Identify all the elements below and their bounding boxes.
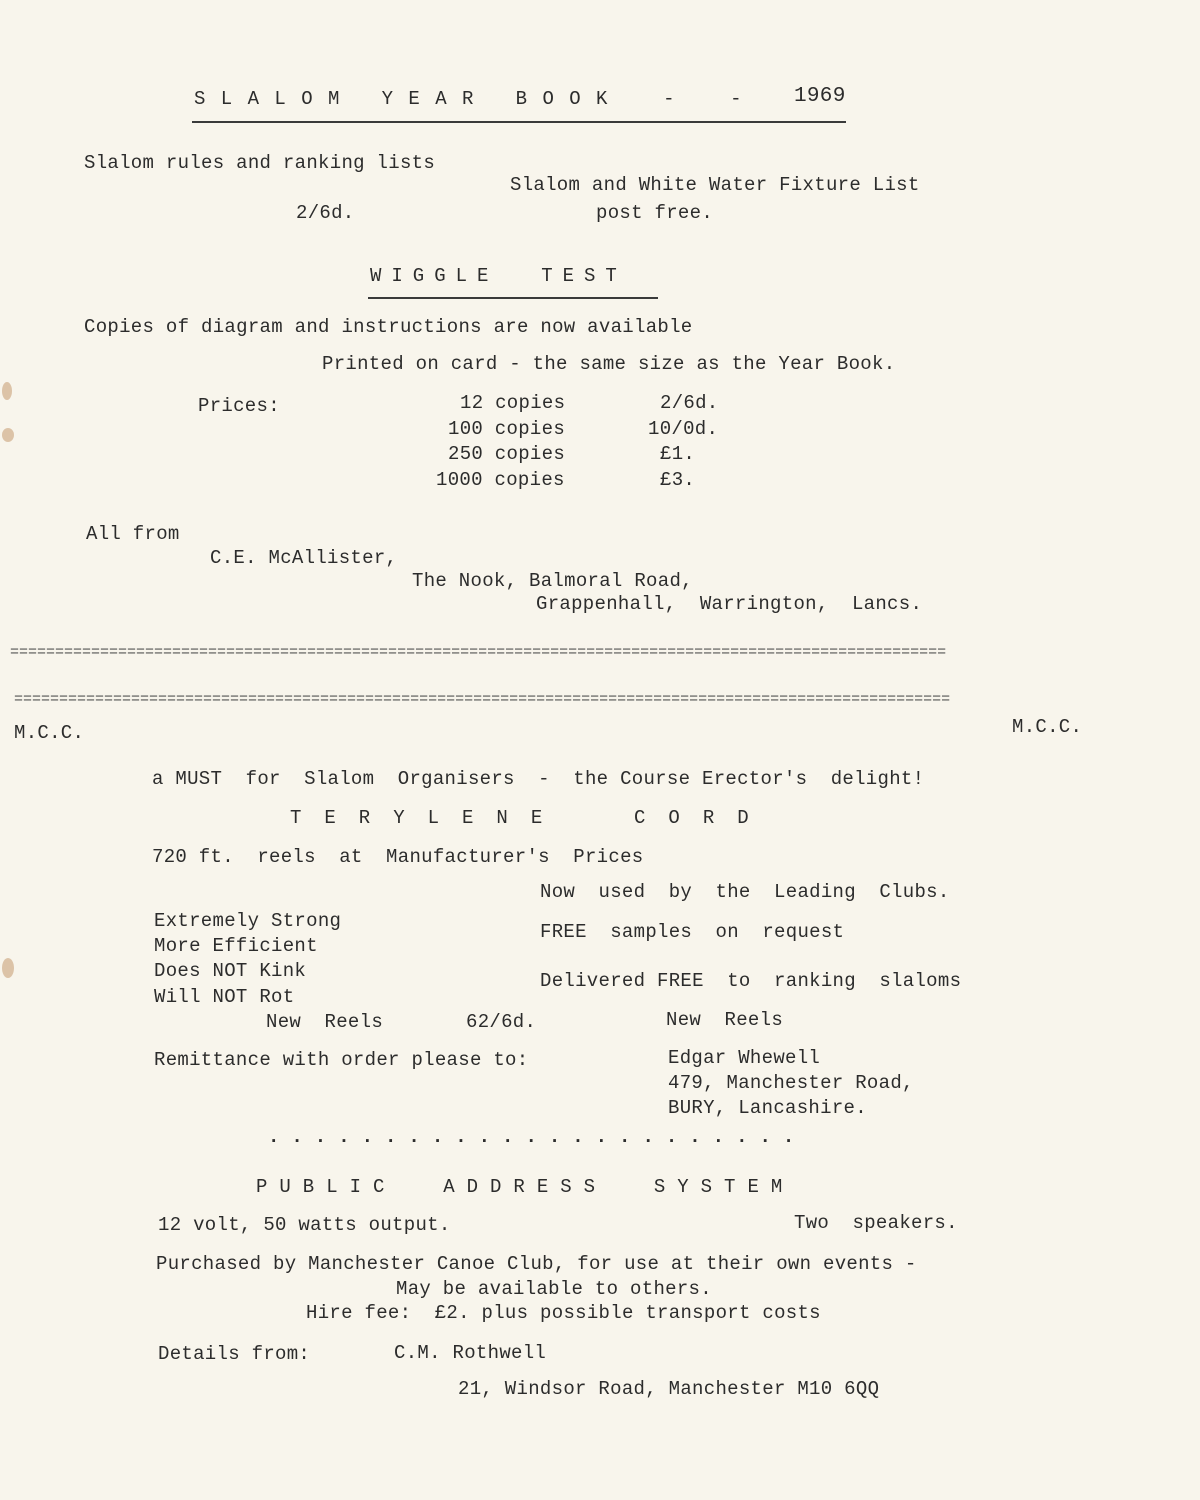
pa-details-label: Details from:	[158, 1343, 311, 1365]
paper-stain	[2, 382, 12, 400]
mcc-left: M.C.C.	[14, 722, 85, 744]
new-reels-right: New Reels	[666, 1009, 784, 1031]
price-qty: 250 copies	[448, 443, 566, 465]
paper-stain	[2, 958, 14, 978]
must-line: a MUST for Slalom Organisers - the Course Erector's delight!	[152, 768, 925, 790]
feature-item: More Efficient	[154, 935, 318, 957]
price-value: 10/0d.	[648, 418, 719, 440]
pa-purchased-line: Purchased by Manchester Canoe Club, for use at their own events -	[156, 1253, 917, 1275]
pa-heading: PUBLIC ADDRESS SYSTEM	[256, 1176, 795, 1198]
used-line: Now used by the Leading Clubs.	[540, 881, 950, 903]
reels-line: 720 ft. reels at Manufacturer's Prices	[152, 846, 644, 868]
divider-line: ========================================================================================================	[14, 695, 951, 705]
wiggle-heading: WIGGLE TEST	[370, 265, 627, 287]
contact-address-1: The Nook, Balmoral Road,	[412, 570, 693, 592]
remit-contact: BURY, Lancashire.	[668, 1097, 867, 1119]
cord-heading: TERYLENE CORD	[290, 807, 772, 829]
pa-available-line: May be available to others.	[396, 1278, 712, 1300]
paper-stain	[2, 428, 14, 442]
price-qty: 100 copies	[448, 418, 566, 440]
yearbook-title: S L A L O M Y E A R B O O K - -	[194, 88, 744, 110]
yearbook-year: 1969	[794, 85, 846, 108]
remit-contact: Edgar Whewell	[668, 1047, 821, 1069]
wiggle-underline	[368, 297, 658, 299]
title-underline	[192, 121, 846, 123]
pa-hire-line: Hire fee: £2. plus possible transport costs	[306, 1302, 821, 1324]
remit-line: Remittance with order please to:	[154, 1049, 529, 1071]
pa-details-address: 21, Windsor Road, Manchester M10 6QQ	[458, 1378, 880, 1400]
delivered-line: Delivered FREE to ranking slaloms	[540, 970, 962, 992]
all-from-label: All from	[86, 523, 180, 545]
pa-spec-right: Two speakers.	[794, 1212, 958, 1234]
price-qty: 12 copies	[460, 392, 566, 414]
rules-line: Slalom rules and ranking lists	[84, 152, 436, 174]
price-qty: 1000 copies	[436, 469, 565, 491]
dots-separator: . . . . . . . . . . . . . . . . . . . . . . .	[268, 1126, 795, 1148]
price-value: £3.	[660, 469, 696, 491]
new-reels-label: New Reels	[266, 1011, 384, 1033]
contact-address-2: Grappenhall, Warrington, Lancs.	[536, 593, 923, 615]
feature-item: Does NOT Kink	[154, 960, 307, 982]
printed-line: Printed on card - the same size as the Year Book.	[322, 353, 896, 375]
fixture-line: Slalom and White Water Fixture List	[510, 174, 920, 196]
copies-line: Copies of diagram and instructions are now available	[84, 316, 693, 338]
divider-line: ========================================================================================================	[10, 648, 947, 658]
remit-contact: 479, Manchester Road,	[668, 1072, 914, 1094]
pa-spec-left: 12 volt, 50 watts output.	[158, 1214, 451, 1236]
contact-name: C.E. McAllister,	[210, 547, 398, 569]
price-value: 2/6d.	[660, 392, 719, 414]
rules-price: 2/6d.	[296, 202, 355, 224]
price-value: £1.	[660, 443, 696, 465]
feature-item: Extremely Strong	[154, 910, 342, 932]
feature-item: Will NOT Rot	[154, 986, 295, 1008]
fixture-price: post free.	[596, 202, 714, 224]
prices-label: Prices:	[198, 395, 280, 417]
new-reels-price: 62/6d.	[466, 1011, 537, 1033]
pa-details-name: C.M. Rothwell	[394, 1342, 547, 1364]
mcc-right: M.C.C.	[1012, 716, 1083, 738]
samples-line: FREE samples on request	[540, 921, 845, 943]
